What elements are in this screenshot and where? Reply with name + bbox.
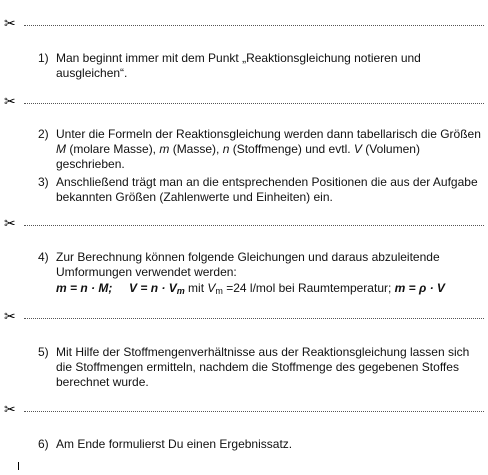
dotted-divider [24,318,484,319]
scissors-icon: ✂ [4,15,16,31]
symbol-n: n [222,142,230,156]
step-number: 1) [38,51,49,65]
scissors-icon: ✂ [4,215,16,231]
step-number: 6) [38,437,49,451]
dotted-divider [24,225,484,226]
symbol-m: m [159,142,170,156]
cut-line [0,15,488,32]
margin-tick [18,462,20,470]
step-text: Anschließend trägt man an die entsprechenden Positionen die aus der Aufgabe bekannten Größen (Zahlenwerte und Einheiten) ein. [56,175,478,204]
step-text: Zur Berechnung können folgende Gleichungen und daraus abzuleitende Umformungen verwendet werden: [56,250,440,279]
dotted-divider [24,25,484,26]
formula-density: m = ρ · V [394,281,445,295]
step-text: Am Ende formulierst Du einen Ergebnissatz. [56,437,293,451]
cut-line [0,308,488,325]
formula-mass: m = n · M; [56,281,113,295]
symbol-M: M [56,142,66,156]
dotted-divider [24,103,484,104]
step-number: 3) [38,175,49,189]
cut-line [0,93,488,110]
step-number: 5) [38,345,49,359]
scissors-icon: ✂ [4,93,16,109]
scissors-icon: ✂ [4,308,16,324]
step-number: 2) [38,127,49,141]
step-text: Mit Hilfe der Stoffmengenverhältnisse aus der Reaktionsgleichung lassen sich die Stoffmengen ermitteln, nachdem die Stoffmenge des gegebenen Stoffes berechnet wurde. [56,345,470,389]
cut-line [0,215,488,232]
formula-volume: $V = n \cdot V_m$ [129,281,185,296]
step-text: Man beginnt immer mit dem Punkt „Reaktionsgleichung notieren und ausgleichen“. [56,51,421,80]
step-number: 4) [38,250,49,264]
symbol-V: V [353,142,362,156]
step-text: Unter die Formeln der Reaktionsgleichung werden dann tabellarisch die Größen M (molare Masse), m (Masse), n (Stoffmenge) und evtl. V (Volumen) geschrieben. [56,127,481,171]
dotted-divider [24,411,484,412]
scissors-icon: ✂ [4,401,16,417]
cut-line [0,401,488,418]
